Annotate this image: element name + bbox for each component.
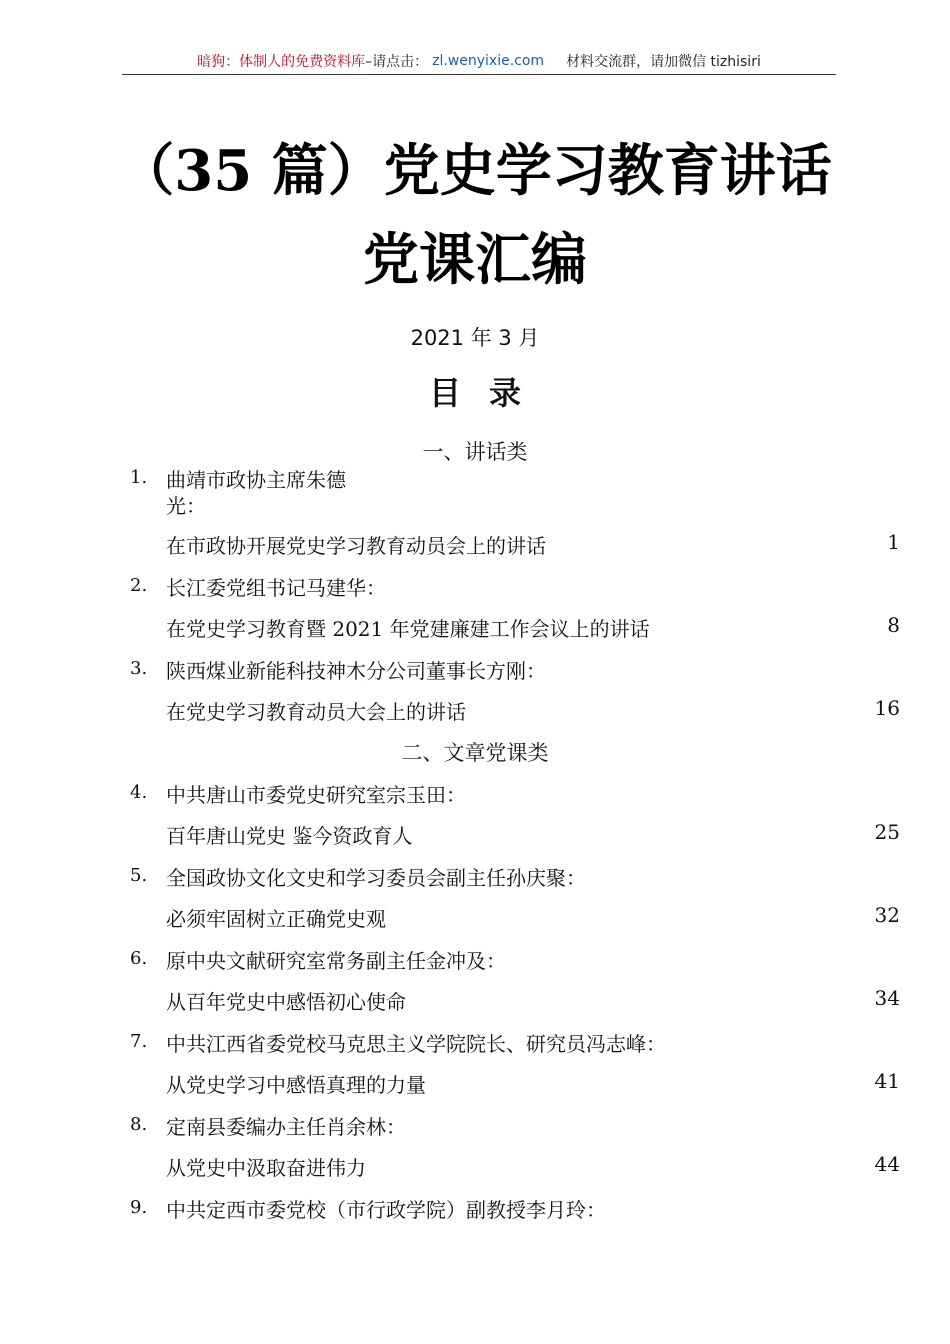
document-date: 2021 年 3 月 <box>410 326 540 350</box>
toc-entry-page: 1 <box>887 530 900 554</box>
toc-entry-page: 41 <box>874 1069 900 1093</box>
toc-entry-page: 32 <box>874 903 900 927</box>
toc-entry-speaker: 中共唐山市委党史研究室宗玉田： <box>166 783 466 807</box>
header-brand: 暗狗：体制人的免费资料库 <box>197 54 366 70</box>
toc-entry-speaker: 全国政协文化文史和学习委员会副主任孙庆聚： <box>166 866 586 890</box>
page-header <box>122 50 836 75</box>
toc-entry-title[interactable]: 从党史中汲取奋进伟力 <box>166 1156 366 1180</box>
toc-entry-speaker-cont: 光： <box>166 494 206 518</box>
toc-entry-title[interactable]: 百年唐山党史 鉴今资政育人 <box>166 824 413 848</box>
section-heading-speeches: 一、讲话类 <box>422 440 528 464</box>
header-wechat-note: 材料交流群，请加微信 tizhisiri <box>566 54 761 70</box>
toc-entry-number: 7. <box>130 1031 148 1052</box>
toc-entry-speaker: 曲靖市政协主席朱德 <box>166 468 346 492</box>
toc-entry-speaker: 中共江西省委党校马克思主义学院院长、研究员冯志峰： <box>166 1032 666 1056</box>
toc-entry-number: 9. <box>130 1197 148 1218</box>
section-heading-articles: 二、文章党课类 <box>401 741 549 765</box>
toc-entry-page: 8 <box>887 613 900 637</box>
toc-entry-page: 34 <box>874 986 900 1010</box>
toc-entry-number: 2. <box>130 575 148 596</box>
toc-entry-title[interactable]: 必须牢固树立正确党史观 <box>166 907 386 931</box>
toc-entry-number: 4. <box>130 782 148 803</box>
toc-entry-number: 1. <box>130 467 148 488</box>
toc-entry-title[interactable]: 在党史学习教育暨 2021 年党建廉建工作会议上的讲话 <box>166 617 650 641</box>
toc-heading: 目录 <box>428 374 549 412</box>
document-title-line2: 党课汇编 <box>363 227 587 293</box>
header-click-prompt: –请点击： <box>365 54 429 70</box>
toc-entry-number: 5. <box>130 865 148 886</box>
document-title-line1: （35 篇）党史学习教育讲话 <box>118 138 832 204</box>
toc-entry-speaker: 原中央文献研究室常务副主任金冲及： <box>166 949 506 973</box>
toc-entry-speaker: 定南县委编办主任肖余林： <box>166 1115 406 1139</box>
toc-entry-speaker: 陕西煤业新能科技神木分公司董事长方刚： <box>166 659 546 683</box>
toc-entry-title[interactable]: 在党史学习教育动员大会上的讲话 <box>166 700 466 724</box>
toc-entry-page: 16 <box>874 696 900 720</box>
toc-entry-title[interactable]: 从百年党史中感悟初心使命 <box>166 990 406 1014</box>
toc-entry-page: 44 <box>874 1152 900 1176</box>
toc-entry-title[interactable]: 从党史学习中感悟真理的力量 <box>166 1073 426 1097</box>
toc-entry-number: 6. <box>130 948 148 969</box>
toc-entry-speaker: 中共定西市委党校（市行政学院）副教授李月玲： <box>166 1198 606 1222</box>
toc-entry-speaker: 长江委党组书记马建华： <box>166 576 386 600</box>
toc-entry-number: 8. <box>130 1114 148 1135</box>
toc-entry-page: 25 <box>874 820 900 844</box>
header-url-link[interactable]: zl.wenyixie.com <box>432 53 545 69</box>
toc-entry-number: 3. <box>130 658 148 679</box>
toc-entry-title[interactable]: 在市政协开展党史学习教育动员会上的讲话 <box>166 534 546 558</box>
